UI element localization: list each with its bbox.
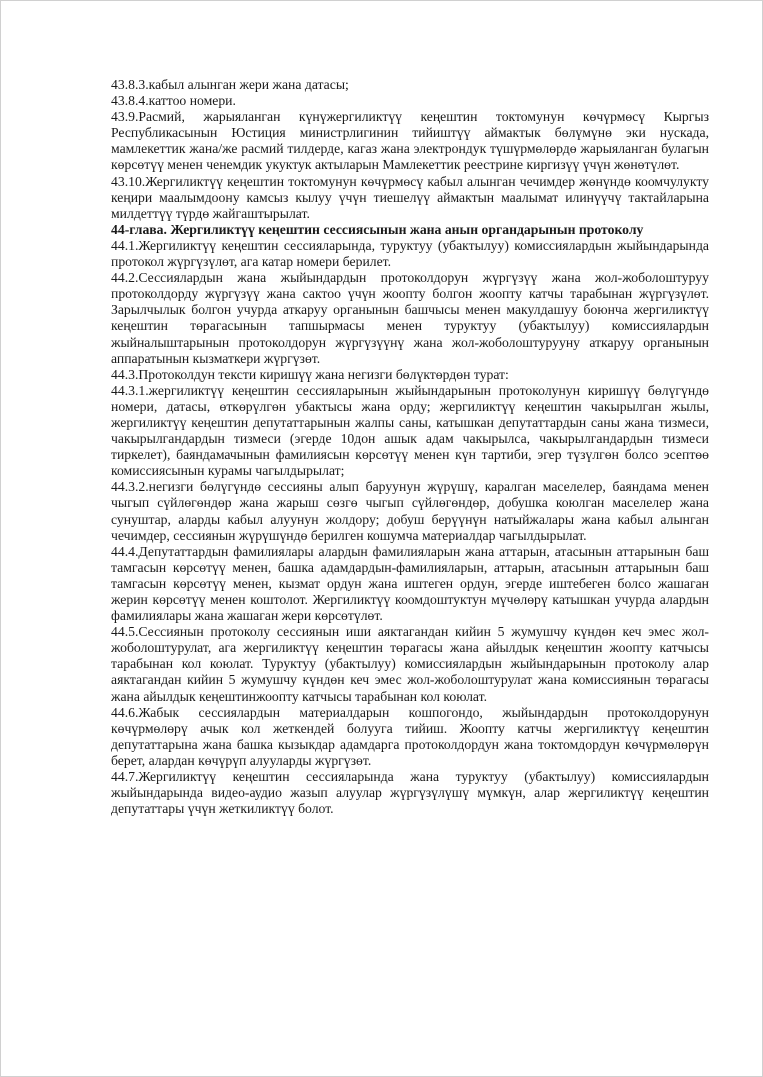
paragraph-44-7: 44.7.Жергиликтүү кеңештин сессияларында жана туруктуу (убактылуу) комиссиялардын жыйындарында видео-аудио жазып алуулар жүргүзүлүшү мүмкүн, алар жергиликтүү кеңештин депутаттары үчүн жеткиликтүү болот. (111, 769, 709, 817)
paragraph-43-8-3: 43.8.3.кабыл алынган жери жана датасы; (111, 77, 349, 92)
paragraph-44-4: 44.4.Депутаттардын фамилиялары алардын фамилияларын жана аттарын, атасынын аттарынын баш тамгасын көрсөтүү менен, башка адамдардын-фамилияларын, аттарын, атасынын аттарынын баш тамгасын көрсөтүү менен, кызмат ордун жана иштеген ордун, эгерде иштебеген болсо жашаган жерин көрсөтүү менен коштолот. Жергиликтүү коомдоштуктун мүчөлөрү катышкан учурда алардын фамилиялары жана жашаган жери көрсөтүлөт. (111, 543, 709, 624)
paragraph-44-3-1: 44.3.1.жергиликтүү кеңештин сессияларынын жыйындарынын протоколунун киришүү бөлүгүндө номери, датасы, өткөрүлгөн убактысы жана орду; жергиликтүү кеңештин чакырылган жылы, жергиликтүү кеңештин депутаттарынын жалпы саны, катышкан депутаттардын саны жана тизмеси, чакырылгандардын тизмеси (эгерде 10дон ашык адам чакырылса, чакырылгандардын тизмеси тиркелет), баяндамачынын фамилиясын көрсөтүү менен күн тартиби, эгер түзүлгөн болсо эсептөө комиссиясынын курамы чагылдырылат; (111, 382, 709, 479)
paragraph-44-3-2: 44.3.2.негизги бөлүгүндө сессияны алып баруунун жүрүшү, каралган маселелер, баяндама менен чыгып сүйлөгөндөр жана жарыш сөзгө чыгып сүйлөгөндөр, добушка коюлган маселелер жана сунуштар, аларды кабыл алуунун жолдору; добуш берүүнүн натыйжалары жана кабыл алынган чечимдер, сессиянын жүрүшүндө берилген кошумча материалдар чагылдырылат. (111, 479, 709, 543)
paragraph-43-8-4: 43.8.4.каттоо номери. (111, 93, 236, 109)
paragraph-44-5: 44.5.Сессиянын протоколу сессиянын иши аяктагандан кийин 5 жумушчу күндөн кеч эмес жол-жоболоштурулат, ага жергиликтүү кеңештин төрагасы жана айылдык кеңештин жоопту катчысы тарабынан кол коюлат. Туруктуу (убактылуу) комиссиялардын жыйындарынын протоколу алар аяктагандан кийин 5 жумушчу күндөн кеч эмес жол-жоболоштурулат жана комиссиянын төрагасы жана айылдык кеңештинжоопту катчысы тарабынан кол коюлат. (111, 624, 709, 704)
paragraph-44-1: 44.1.Жергиликтүү кеңештин сессияларында, туруктуу (убактылуу) комиссиялардын жыйындарында протокол жүргүзүлөт, ага катар номери берилет. (111, 237, 709, 270)
paragraph-43-9: 43.9.Расмий, жарыяланган күнүжергиликтүү кеңештин токтомунун көчүрмөсү Кыргыз Республикасынын Юстиция министрлигинин тийиштүү аймактык бөлүмүнө эки нускада, мамлекеттик жана/же расмий тилдерде, кагаз жана электрондук түшүрмөлөрдө жарыяланган булагын көрсөтүү менен ченемдик укуктук актыларын Мамлекеттик реестрине киргизүү үчүн жөнөтүлөт. (111, 109, 709, 173)
chapter-44-heading: 44-глава. Жергиликтүү кеңештин сессиясынын жана анын органдарынын протоколу (111, 221, 644, 237)
paragraph-43-10: 43.10.Жергиликтүү кеңештин токтомунун көчүрмөсү кабыл алынган чечимдер жөнүндө коомчулукту кеңири маалымдоону камсыз кылуу үчүн тиешелүү аймактын маалымат илинүүчү тактайларына милдеттүү түрдө жайгаштырылат. (111, 173, 709, 221)
paragraph-44-6: 44.6.Жабык сессиялардын материалдарын кошпогондо, жыйындардын протоколдорунун көчүрмөлөрү ачык кол жеткендей болууга тийиш. Жоопту катчы жергиликтүү кеңештин депутаттарына жана башка кызыкдар адамдарга протоколдордун жана токтомдордун көчүрмөлөрүн берет, алардан көчүрүп алууларды жүргүзөт. (111, 704, 709, 768)
paragraph-44-3: 44.3.Протоколдун тексти киришүү жана негизги бөлүктөрдөн турат: (111, 366, 509, 382)
paragraph-44-2: 44.2.Сессиялардын жана жыйындардын протоколдорун жүргүзүү жана жол-жоболоштуруу протоколдорду жүргүзүү жана сактоо үчүн жоопту болгон жоопту катчы тарабынан жүргүзүлөт. Зарылчылык болгон учурда аткаруу органынын башчысы менен макулдашуу боюнча жергиликтүү кеңештин төрагасынын тапшырмасы менен туруктуу (убактылуу) комиссиялардын жыйналыштарынын протоколдорун жүргүзүүнү жана жол-жоболоштурууну аткаруу органынын аппаратынын кызматкери жүргүзөт. (111, 270, 709, 366)
document-body (111, 77, 709, 817)
